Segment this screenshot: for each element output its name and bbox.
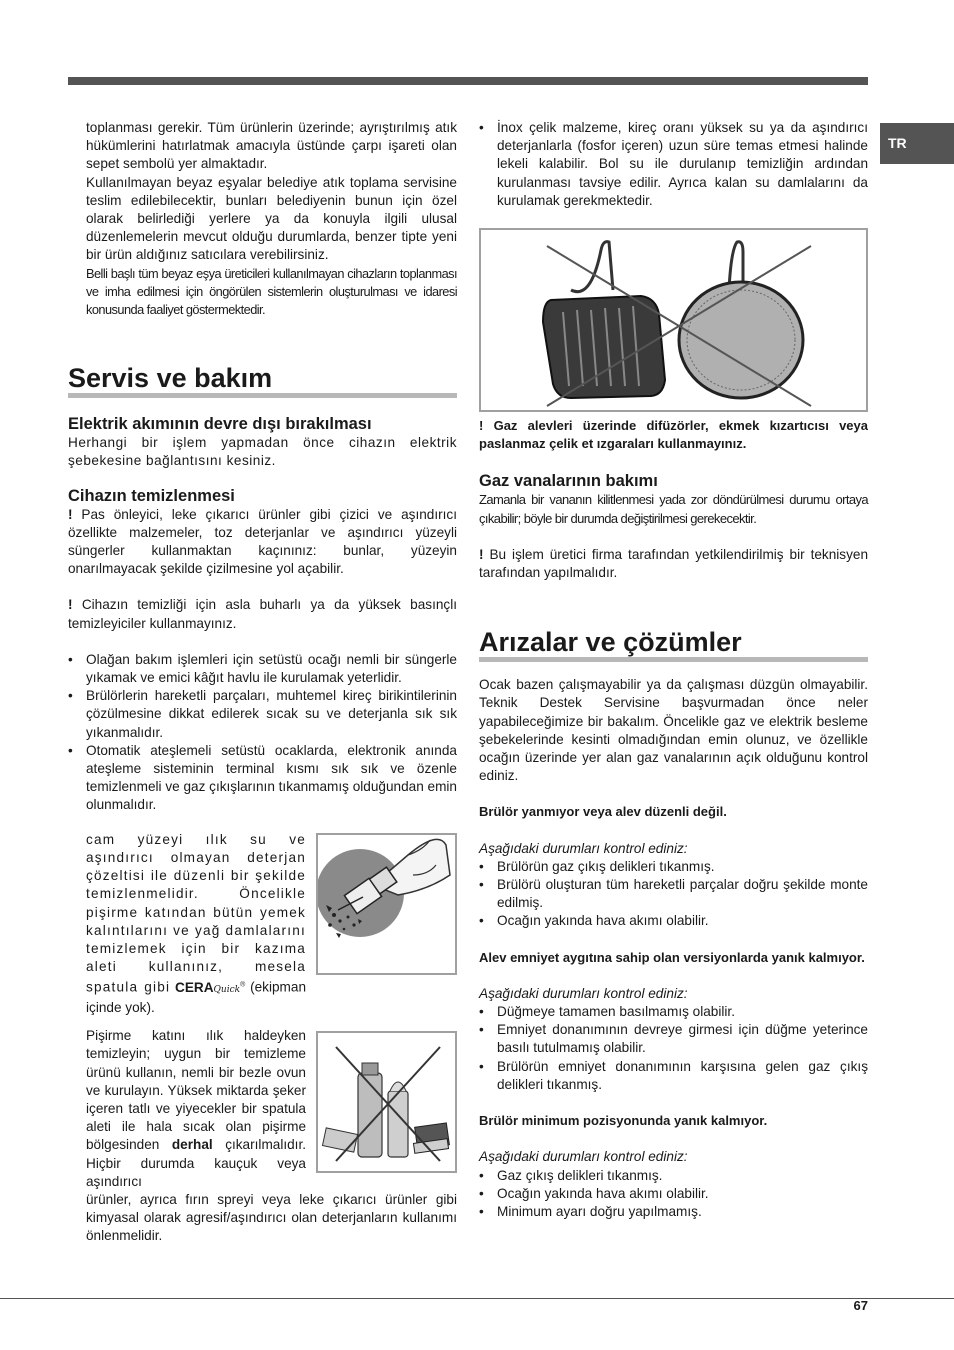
disposal-paragraph-1: toplanması gerekir. Tüm ürünlerin üzerinde; ayrıştırılmış atık hükümlerini hatırlatmak amacıyla üstünde çarpı işareti olan sepet sembolü yer almaktadır. xyxy=(86,120,457,172)
cera-note: (ekipman içinde yok). xyxy=(86,979,307,1016)
hob-cleaning-emphasis: derhal xyxy=(171,1137,213,1153)
problem-2-title: Alev emniyet aygıtına sahip olan versiyonlarda yanık kalmıyor. xyxy=(479,949,865,965)
forbidden-cleaners-icon xyxy=(318,1033,455,1171)
glass-cleaning-block xyxy=(68,831,457,1018)
list-item: • Olağan bakım işlemleri için setüstü ocağı nemli bir süngerle yıkamak ve emici kâğıt havlu ile kurulamak yeterlidir. xyxy=(68,651,457,687)
heading-power-disconnect: Elektrik akımının devre dışı bırakılması xyxy=(68,415,372,434)
list-item: • Brülörü oluşturan tüm hareketli parçalar doğru şekilde monte edilmiş. xyxy=(479,876,868,912)
gas-valves-warning xyxy=(479,546,868,582)
list-item: • Düğmeye tamamen basılmamış olabilir. xyxy=(479,1003,868,1021)
list-item: • Emniyet donanımının devreye girmesi için düğme yeterince basılı tutulmamış olabilir. xyxy=(479,1021,868,1057)
disposal-paragraph-2: Kullanılmayan beyaz eşyalar belediye atık toplama servisine teslim edilebilecektir, bunları belediyenin bunun için özel olarak belirlediği yerlere ya da konuyla ilgili ulusal düzenlemelerin mevcut olduğu durumlarda, benzer tipte yeni bir ürün aldığınız satıcılara verebilirsiniz. xyxy=(86,174,457,263)
problem-1-check: Aşağıdaki durumları kontrol ediniz: xyxy=(479,840,688,856)
diffuser-warning: ! Gaz alevleri üzerinde difüzörler, ekmek kızartıcısı veya paslanmaz çelik et ızgaraları kullanmayınız. xyxy=(479,418,868,452)
list-item: • İnox çelik malzeme, kireç oranı yüksek su ya da aşındırıcı deterjanlarla (fosfor içeren) uzun süre temas etmesi halinde lekeli kalabilir. Bol su ile durulanıp temizliğin ardından kurulanması tavsiye edilir. Ayrıca kalan su damlalarını da kurulamak gerekmektedir. xyxy=(479,119,868,210)
cera-brand-text: CERA xyxy=(175,979,214,995)
problem-3-title: Brülör minimum pozisyonunda yanık kalmıyor. xyxy=(479,1113,768,1129)
cleaning-warning-2 xyxy=(68,596,457,632)
hob-cleaning-block xyxy=(68,1027,457,1191)
problem-1-title: Brülör yanmıyor veya alev düzenli değil. xyxy=(479,804,727,820)
list-item: • Brülörlerin hareketli parçaları, muhtemel kireç birikintilerinin çözülmesine dikkat edilerek sıcak su ve deterjanla sık sık yıkanmalıdır. xyxy=(68,687,457,742)
left-column xyxy=(68,119,457,1246)
cleaners-forbidden-illustration xyxy=(316,1031,457,1173)
grill-forbidden-illustration xyxy=(479,228,868,412)
hob-cleaning-sentence: Pişirme katını ılık haldeyken temizleyin; uygun bir temizleme ürünü kullanın, nemli bir bezle ovun ve kurulayın. Yüksek miktarda şeker içeren tatlı ve yiyecekler bir spatula aleti ile hala sıcak olan pişirme bölgesinden xyxy=(86,1028,306,1153)
page-number: 67 xyxy=(853,1298,868,1313)
inox-bullet-list xyxy=(479,119,868,210)
glass-cleaning-text xyxy=(68,831,306,1018)
cera-quick-logo: CERAQuick® xyxy=(175,979,246,995)
troubleshooting-intro: Ocak bazen çalışmayabilir ya da çalışması düzgün olmayabilir. Teknik Destek Servisine başvurmadan önce neler yapabileceğimize bir bakalım. Öncelikle gaz ve elektrik besleme şebekelerinde kesinti olmadığından emin olunuz, ve özellikle ocağın üzerinde yer alan gaz vanalarının açık olduğunu kontrol ediniz. xyxy=(479,677,868,784)
hob-cleaning-text xyxy=(68,1027,306,1191)
right-column xyxy=(479,119,868,1221)
warning-mark: ! xyxy=(68,597,73,613)
forbidden-grills-icon xyxy=(481,230,866,410)
problem-2-list xyxy=(479,1003,868,1094)
heading-cleaning: Cihazın temizlenmesi xyxy=(68,486,235,505)
list-item: • Ocağın yakında hava akımı olabilir. xyxy=(479,1185,868,1203)
list-item: • Brülörün emniyet donanımının karşısına gelen gaz çıkış delikleri tıkanmış. xyxy=(479,1058,868,1094)
problem-3-check: Aşağıdaki durumları kontrol ediniz: xyxy=(479,1149,688,1165)
section-title-service: Servis ve bakım xyxy=(68,363,457,398)
glass-cleaning-sentence: cam yüzeyi ılık su ve aşındırıcı olmayan deterjan çözeltisi ile düzenli bir şekilde temizlenmelidir. Öncelikle pişirme katından bütün yemek kalıntılarını ve yağ damlalarını temizlemek için bir kazıma aleti kullanınız, mesela spatula gibi xyxy=(86,831,306,995)
hob-cleaning-continuation: ürünler, ayrıca fırın spreyi veya leke çıkarıcı ürünler gibi kimyasal olarak agresif/aşındırıcı olan deterjanların kullanımı önlenmelidir. xyxy=(86,1192,457,1244)
power-disconnect-text: Herhangi bir işlem yapmadan önce cihazın elektrik şebekesine bağlantısını kesiniz. xyxy=(68,435,457,469)
heading-gas-valves: Gaz vanalarının bakımı xyxy=(479,472,658,491)
problem-1-list xyxy=(479,858,868,931)
gas-valves-text: Zamanla bir vananın kilitlenmesi yada zor döndürülmesi durumu ortaya çıkabilir; böyle bir durumda değiştirilmesi gerekecektir. xyxy=(479,492,868,526)
list-item: • Ocağın yakında hava akımı olabilir. xyxy=(479,912,868,930)
disposal-paragraph-3: Belli başlı tüm beyaz eşya üreticileri kullanılmayan cihazların toplanması ve imha edilmesi için öngörülen sistemlerin oluşturulması ve idaresi konusunda faaliyet göstermektedir. xyxy=(86,265,457,318)
header-bar xyxy=(68,77,868,85)
language-tab: TR xyxy=(880,123,954,164)
cera-script-text: Quick xyxy=(213,984,241,995)
cleaning-warning-1 xyxy=(68,506,457,579)
list-item: • Brülörün gaz çıkış delikleri tıkanmış. xyxy=(479,858,868,876)
section-title-troubleshooting: Arızalar ve çözümler xyxy=(479,627,868,662)
cleaning-warning-1-text: Pas önleyici, leke çıkarıcı ürünler gibi çizici ve aşındırıcı özellikte malzemeler, toz deterjanlar ve aşındırıcı yüzeyli süngerler kullanmaktan kaçınınız: bunlar, yüzeyin onarılmayacak şekilde çizilmesine yol açabilir. xyxy=(68,506,457,577)
cleaning-warning-2-text: Cihazın temizliği için asla buharlı ya da yüksek basınçlı temizleyiciler kullanmayınız. xyxy=(68,597,458,631)
scraper-illustration xyxy=(316,833,457,975)
warning-mark: ! xyxy=(68,506,73,522)
footer-rule xyxy=(0,1298,954,1299)
list-item: • Minimum ayarı doğru yapılmamış. xyxy=(479,1203,868,1221)
list-item: • Gaz çıkış delikleri tıkanmış. xyxy=(479,1167,868,1185)
problem-3-list xyxy=(479,1167,868,1222)
hob-cleaning-sentence-end: çıkarılmalıdır. Hiçbir durumda kauçuk veya aşındırıcı xyxy=(86,1137,307,1189)
gas-valves-warning-text: Bu işlem üretici firma tarafından yetkilendirilmiş bir teknisyen tarafından yapılmalıdır. xyxy=(479,546,869,581)
warning-mark: ! xyxy=(479,546,484,562)
problem-2-check: Aşağıdaki durumları kontrol ediniz: xyxy=(479,985,688,1001)
scraper-icon xyxy=(318,835,455,973)
cleaning-bullet-list xyxy=(68,651,457,815)
list-item: • Otomatik ateşlemeli setüstü ocaklarda, elektronik anında ateşleme sisteminin terminal kısmı sık sık ve özenle temizlenmeli ve gaz çıkışlarının tıkanmamış olduğundan emin olunmalıdır. xyxy=(68,742,457,815)
